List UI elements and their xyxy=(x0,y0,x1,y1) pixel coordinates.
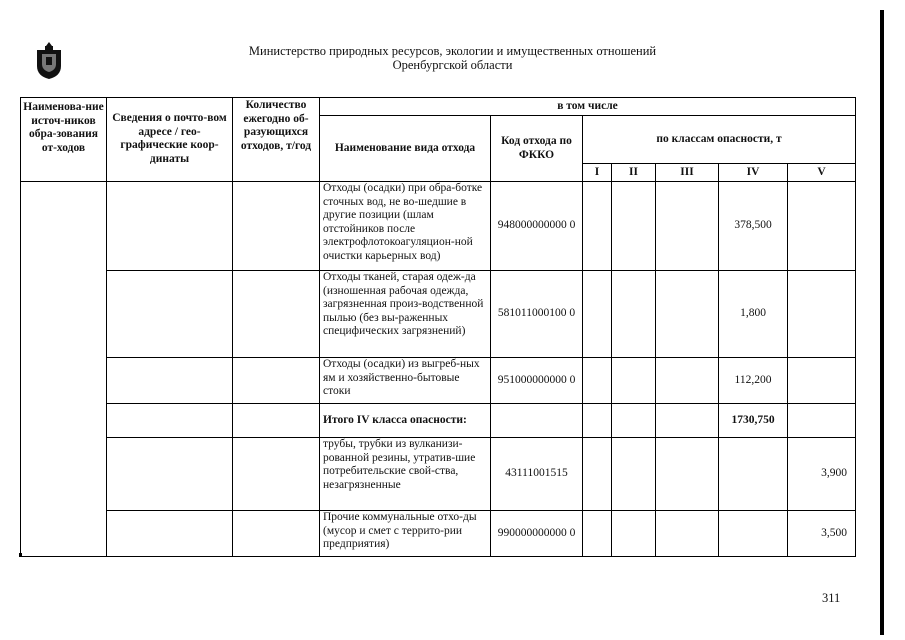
coat-of-arms-icon xyxy=(34,40,64,80)
quantity-cell xyxy=(233,511,320,557)
waste-name-cell: Отходы (осадки) при обра-ботке сточных вод, не во-шедшие в другие позиции (шлам отстойников после электрофлотокоагуляцион-ной очистки карьерных вод) xyxy=(320,182,491,271)
quantity-cell xyxy=(233,438,320,511)
page-number: 311 xyxy=(822,591,841,605)
total-label: Итого IV класса опасности: xyxy=(320,404,491,438)
source-cell xyxy=(21,182,107,557)
class-iv-value xyxy=(719,511,788,557)
quantity-cell xyxy=(233,358,320,404)
document-header xyxy=(170,44,735,72)
total-row xyxy=(21,404,856,438)
table-row xyxy=(21,271,856,358)
header-code: Код отхода по ФККО xyxy=(491,116,583,182)
waste-name-cell: Отходы тканей, старая одеж-да (изношенная рабочая одежда, загрязненная произ-водственной пылью (без вы-раженных специфических загрязнений) xyxy=(320,271,491,358)
waste-name-cell: Отходы (осадки) из выгреб-ных ям и хозяйственно-бытовые стоки xyxy=(320,358,491,404)
waste-name-cell: Прочие коммунальные отхо-ды (мусор и смет с террито-рии предприятия) xyxy=(320,511,491,557)
table-row xyxy=(21,358,856,404)
address-cell xyxy=(107,182,233,271)
total-class-iv-value: 1730,750 xyxy=(719,404,788,438)
header-hazard-classes: по классам опасности, т xyxy=(583,116,856,164)
code-cell xyxy=(491,404,583,438)
scan-edge-bar xyxy=(880,10,884,635)
class-v-value xyxy=(788,404,856,438)
address-cell xyxy=(107,511,233,557)
class-v-label: V xyxy=(788,164,856,182)
code-cell: 43111001515 xyxy=(491,438,583,511)
code-cell: 581011000100 0 xyxy=(491,271,583,358)
header-source: Наименова-ние источ-ников обра-зования от-ходов xyxy=(21,98,107,182)
address-cell xyxy=(107,271,233,358)
region-name: Оренбургской области xyxy=(392,58,513,72)
header-including: в том числе xyxy=(320,98,856,116)
class-iv-value: 1,800 xyxy=(719,271,788,358)
class-iv-value: 378,500 xyxy=(719,182,788,271)
code-cell: 990000000000 0 xyxy=(491,511,583,557)
header-address: Сведения о почто-вом адресе / гео-графические коор-динаты xyxy=(107,98,233,182)
address-cell xyxy=(107,438,233,511)
quantity-cell xyxy=(233,404,320,438)
table-row xyxy=(21,438,856,511)
class-iv-value xyxy=(719,438,788,511)
waste-name-cell: трубы, трубки из вулканизи-рованной резины, утратив-шие потребительские свой-ства, незагрязненные xyxy=(320,438,491,511)
class-v-value xyxy=(788,182,856,271)
class-v-value: 3,500 xyxy=(788,511,856,557)
code-cell: 948000000000 0 xyxy=(491,182,583,271)
class-v-value xyxy=(788,271,856,358)
class-v-value: 3,900 xyxy=(788,438,856,511)
quantity-cell xyxy=(233,182,320,271)
class-v-value xyxy=(788,358,856,404)
quantity-cell xyxy=(233,271,320,358)
class-iv-value: 112,200 xyxy=(719,358,788,404)
table-row xyxy=(21,511,856,557)
class-iv-label: IV xyxy=(719,164,788,182)
class-i-label: I xyxy=(583,164,612,182)
code-cell: 951000000000 0 xyxy=(491,358,583,404)
waste-table xyxy=(20,97,856,557)
address-cell xyxy=(107,358,233,404)
header-waste-name: Наименование вида отхода xyxy=(320,116,491,182)
table-row xyxy=(21,182,856,271)
address-cell xyxy=(107,404,233,438)
header-quantity: Количество ежегодно об-разующихся отходов, т/год xyxy=(233,98,320,182)
ministry-name: Министерство природных ресурсов, экологии и имущественных отношений xyxy=(248,44,657,58)
class-ii-label: II xyxy=(612,164,656,182)
class-iii-label: III xyxy=(656,164,719,182)
